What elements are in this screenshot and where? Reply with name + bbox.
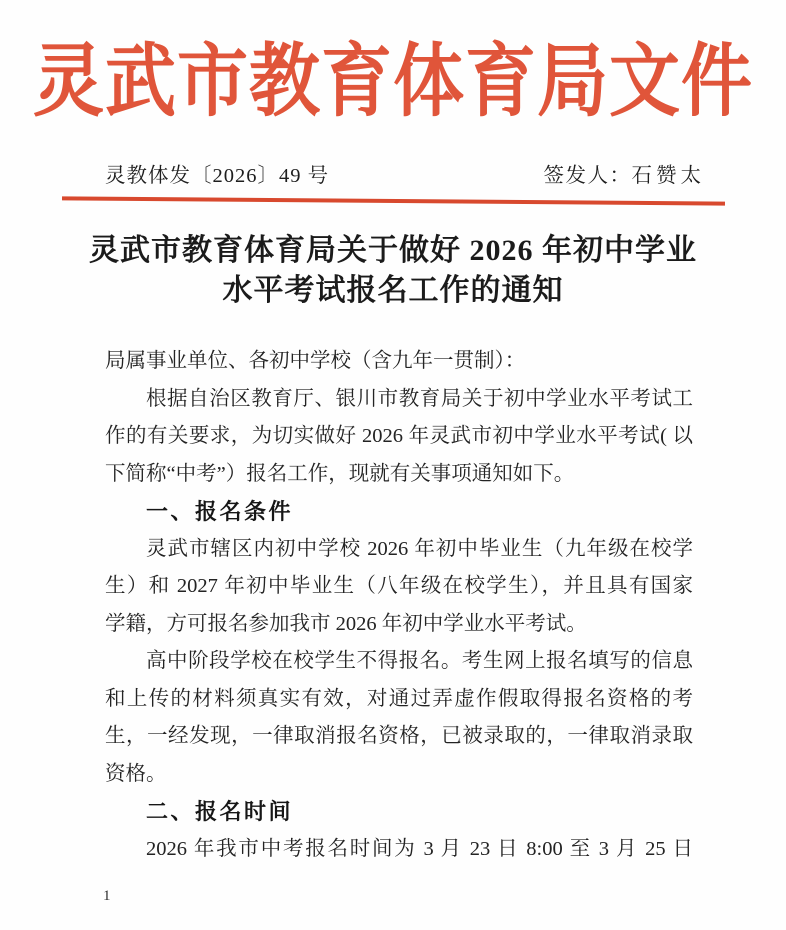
body-line: 高中阶段学校在校学生不得报名。考生网上报名填写的信息 (146, 650, 693, 672)
document-title (0, 231, 786, 311)
issuer-label: 签发人： (543, 165, 632, 187)
body-line: 作的有关要求，为切实做好 2026 年灵武市初中学业水平考试( 以 (105, 425, 693, 447)
red-divider (62, 196, 725, 205)
body-line: 根据自治区教育厅、银川市教育局关于初中学业水平考试工 (146, 387, 693, 410)
issuer (544, 158, 706, 188)
body-line: 生）和 2027 年初中毕业生（八年级在校学生），并且具有国家 (105, 575, 693, 597)
body-line: 学籍，方可报名参加我市 2026 年初中学业水平考试。 (105, 612, 587, 635)
doc-number: 灵教体发〔2026〕49 号 (105, 165, 330, 187)
body-line: 和上传的材料须真实有效，对通过弄虚作假取得报名资格的考 (105, 687, 693, 710)
document-body (105, 343, 693, 868)
body-line: 生，一经发现，一律取消报名资格，已被录取的，一律取消录取 (105, 725, 693, 747)
body-line: 下简称“中考”）报名工作，现就有关事项通知如下。 (105, 462, 575, 485)
body-line: 局属事业单位、各初中学校（含九年一贯制）： (105, 350, 526, 372)
body-line: 资格。 (105, 762, 167, 785)
body-line: 灵武市辖区内初中学校 2026 年初中毕业生（九年级在校学 (146, 537, 693, 560)
document-title-line1: 灵武市教育体育局关于做好 2026 年初中学业 (89, 234, 697, 267)
body-line: 2026 年我市中考报名时间为 3 月 23 日 8:00 至 3 月 25 日 (146, 837, 693, 860)
letterhead-title: 灵武市教育体育局文件 (32, 39, 753, 127)
section-heading: 一、报名条件 (146, 499, 294, 524)
issuer-name: 石赞太 (631, 165, 705, 187)
section-heading: 二、报名时间 (146, 799, 294, 824)
document-title-line2: 水平考试报名工作的通知 (222, 274, 564, 307)
doc-meta-row (105, 158, 705, 188)
page-number: 1 (103, 888, 111, 904)
